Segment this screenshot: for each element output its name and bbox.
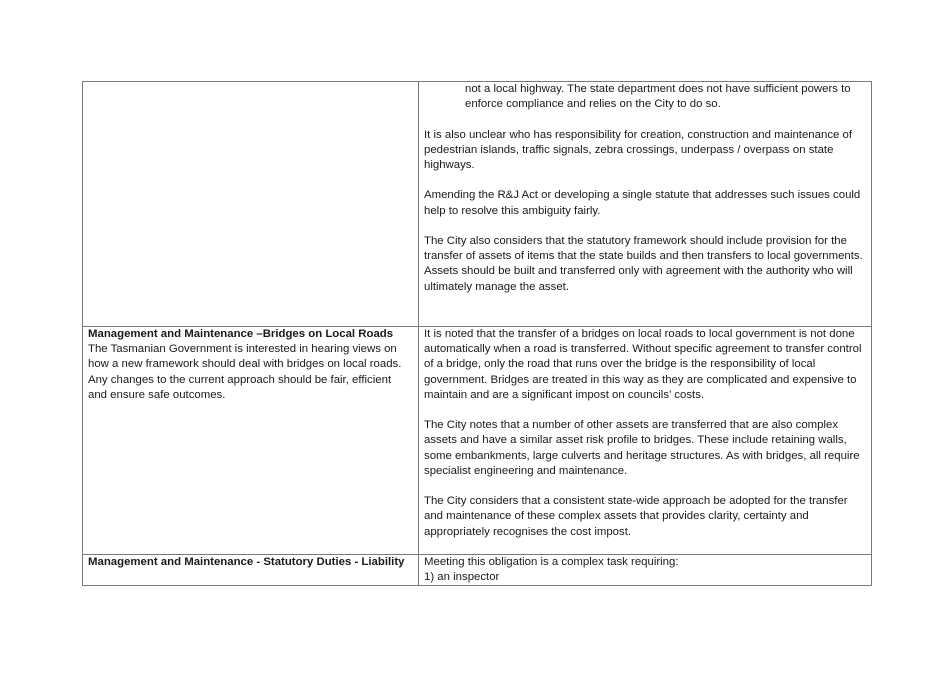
table-row	[83, 82, 872, 327]
issue-heading: Management and Maintenance –Bridges on Local Roads	[88, 328, 394, 340]
response-cell	[419, 327, 872, 555]
table-row	[83, 327, 872, 555]
response-paragraph: Amending the R&J Act or developing a single statute that addresses such issues could help to resolve this ambiguity fairly.	[424, 189, 861, 217]
response-paragraph: not a local highway. The state department does not have sufficient powers to enforce compliance and relies on the City to do so.	[465, 83, 851, 111]
response-paragraph: It is also unclear who has responsibility for creation, construction and maintenance of pedestrian islands, traffic signals, zebra crossings, underpass / overpass on state highways.	[424, 128, 853, 171]
response-cell	[419, 555, 872, 586]
issue-cell	[83, 82, 419, 327]
response-paragraph: The City notes that a number of other assets are transferred that are also complex assets and have a similar asset risk profile to bridges. These include retaining walls, some embankments, large culverts and heritage structures. As with bridges, all require specialist engineering and maintenance.	[424, 419, 860, 477]
table-row	[83, 555, 872, 586]
response-line: 1) an inspector	[424, 571, 500, 584]
issue-cell	[83, 327, 419, 555]
issue-description: The Tasmanian Government is interested in hearing views on how a new framework should deal with bridges on local roads. Any changes to the current approach should be fair, efficient and ensure safe outcomes.	[88, 343, 402, 401]
issue-cell	[83, 555, 419, 586]
issue-heading: Management and Maintenance - Statutory Duties - Liability	[88, 556, 405, 568]
response-paragraph: The City also considers that the statutory framework should include provision for the transfer of assets of items that the state builds and then transfers to local governments. Assets should be built and transferred only with agreement with the authority who will ultimately manage the asset.	[424, 234, 863, 293]
submission-table	[82, 81, 872, 586]
response-cell	[419, 82, 872, 327]
response-paragraph: It is noted that the transfer of a bridges on local roads to local government is not done automatically when a road is transferred. Without specific agreement to transfer control of a bridge, only the road that runs over the bridge is the responsibility of local government. Bridges are treated in this way as they are complicated and expensive to maintain and are a significant impost on councils’ costs.	[424, 328, 862, 401]
response-line: Meeting this obligation is a complex task requiring:	[424, 556, 679, 568]
response-paragraph: The City considers that a consistent state-wide approach be adopted for the transfer and maintenance of these complex assets that provides clarity, certainty and appropriately recognises the cost impost.	[424, 495, 848, 538]
